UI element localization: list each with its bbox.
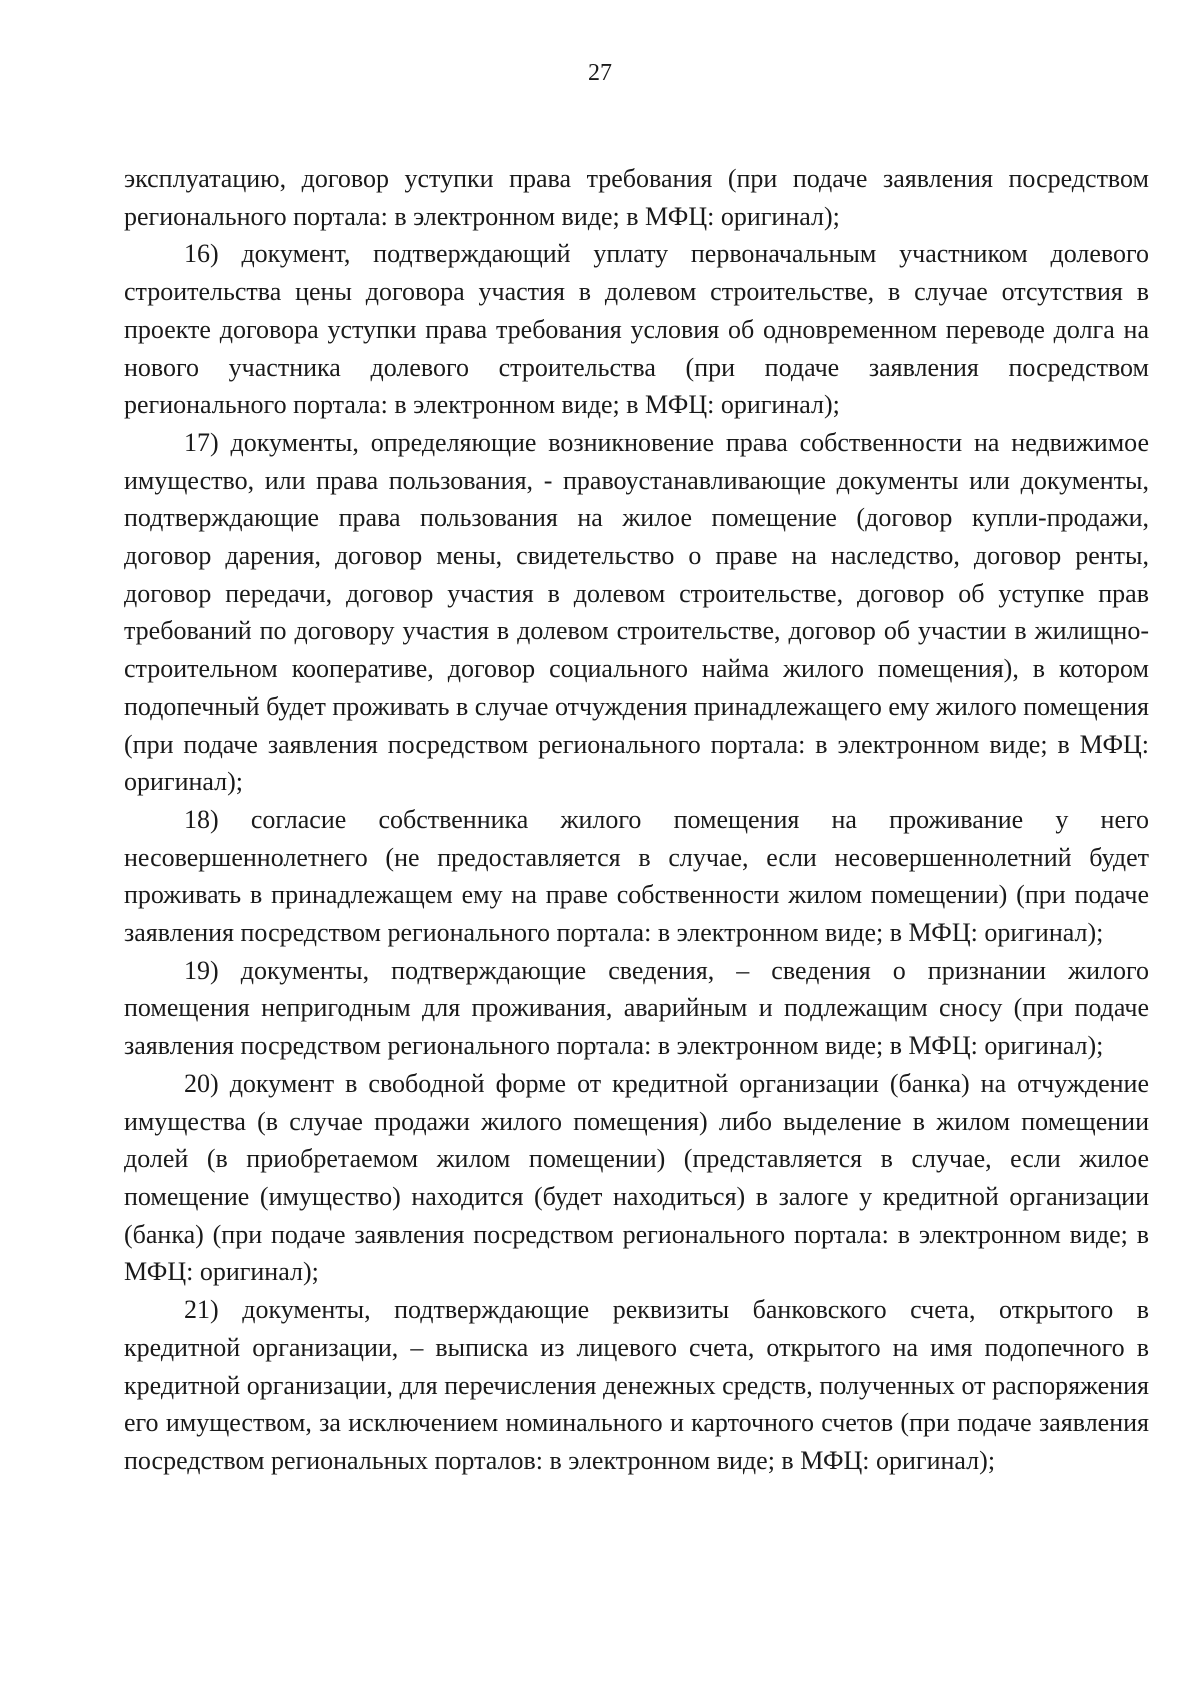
continuation-paragraph: эксплуатацию, договор уступки права требования (при подаче заявления посредством регионального портала: в электронном виде; в МФЦ: оригинал); xyxy=(124,164,1149,231)
list-item-16 xyxy=(124,235,1149,424)
item-text: документы, определяющие возникновение права собственности на недвижимое имущество, или права пользования, - правоустанавливающие документы или документы, подтверждающие права пользования на жилое помещение (договор купли-продажи, договор дарения, договор мены, свидетельство о праве на наследство, договор ренты, договор передачи, договор участия в долевом строительстве, договор об уступке прав требований по договору участия в долевом строительстве, договор об участии в жилищно-строительном кооперативе, договор социального найма жилого помещения), в котором подопечный будет проживать в случае отчуждения принадлежащего ему жилого помещения (при подаче заявления посредством регионального портала: в электронном виде; в МФЦ: оригинал); xyxy=(124,427,1150,797)
item-text: документы, подтверждающие сведения, – сведения о признании жилого помещения непригодным для проживания, аварийным и подлежащим сносу (при подаче заявления посредством регионального портала: в электронном виде; в МФЦ: оригинал); xyxy=(124,955,1150,1061)
page-number: 27 xyxy=(588,60,612,86)
item-number: 20) xyxy=(184,1068,219,1098)
item-number: 19) xyxy=(184,955,219,985)
item-text: согласие собственника жилого помещения на проживание у него несовершеннолетнего (не предоставляется в случае, если несовершеннолетний будет проживать в принадлежащем ему на праве собственности жилом помещении) (при подаче заявления посредством регионального портала: в электронном виде; в МФЦ: оригинал); xyxy=(124,804,1150,948)
item-number: 18) xyxy=(184,804,219,834)
item-number: 17) xyxy=(184,427,219,457)
item-number: 16) xyxy=(184,239,219,269)
item-text: документ, подтверждающий уплату первоначальным участником долевого строительства цены договора участия в долевом строительстве, в случае отсутствия в проекте договора уступки права требования условия об одновременном переводе долга на нового участника долевого строительства (при подаче заявления посредством регионального портала: в электронном виде; в МФЦ: оригинал); xyxy=(124,239,1150,420)
list-item-21 xyxy=(124,1291,1149,1480)
item-number: 21) xyxy=(184,1295,219,1325)
item-text: документы, подтверждающие реквизиты банковского счета, открытого в кредитной организации, – выписка из лицевого счета, открытого на имя подопечного в кредитной организации, для перечисления денежных средств, полученных от распоряжения его имуществом, за исключением номинального и карточного счетов (при подаче заявления посредством региональных порталов: в электронном виде; в МФЦ: оригинал); xyxy=(124,1295,1150,1475)
list-item-18 xyxy=(124,801,1149,952)
list-item-19 xyxy=(124,952,1149,1065)
list-item-20 xyxy=(124,1065,1149,1291)
document-body xyxy=(124,160,1149,1480)
list-item-17 xyxy=(124,424,1149,801)
item-text: документ в свободной форме от кредитной организации (банка) на отчуждение имущества (в случае продажи жилого помещения) либо выделение в жилом помещении долей (в приобретаемом жилом помещении) (представляется в случае, если жилое помещение (имущество) находится (будет находиться) в залоге у кредитной организации (банка) (при подаче заявления посредством регионального портала: в электронном виде; в МФЦ: оригинал); xyxy=(124,1068,1149,1287)
